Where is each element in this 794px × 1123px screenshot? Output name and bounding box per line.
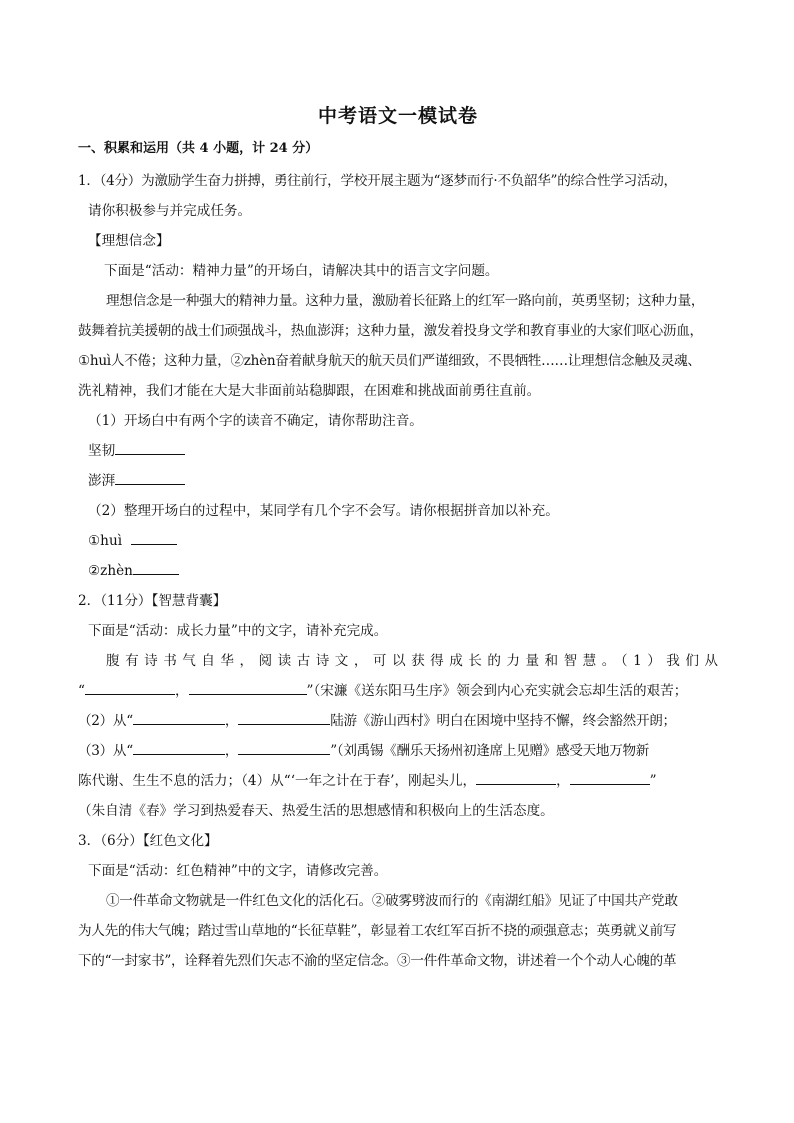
q2-line2-rest: ”（宋濂《送东阳马生序》领会到内心充实就会忘却生活的艰苦； [306,683,688,699]
answer-blank[interactable] [131,530,177,545]
section-heading: 一、积累和运用（共 4 小题，计 24 分） [78,141,319,156]
q1-pinyin2-row [78,556,718,586]
answer-blank[interactable] [238,740,330,755]
answer-blank[interactable] [133,740,225,755]
page-title: 中考语文一模试卷 [317,105,478,127]
q1-pinyin2: ②zhèn [88,563,133,579]
answer-blank[interactable] [570,770,650,785]
q2-line4-rest: ”（刘禹锡《酬乐天扬州初逢席上见赠》感受天地万物新 [330,743,650,759]
q1-sub2: （2）整理开场白的过程中，某同学有几个字不会写。请你根据拼音加以补充。 [88,503,559,519]
q2-line3-start: （2）从“ [78,713,133,729]
q2-line6: （朱自清《春》学习到热爱春天、热爱生活的思想感情和积极向上的生活态度。 [78,803,554,819]
answer-blank[interactable] [238,710,330,725]
answer-blank[interactable] [115,440,185,455]
q2-line3 [78,706,718,736]
q2-line4 [78,736,718,766]
q1-word2-row [78,466,718,496]
answer-blank[interactable] [133,560,179,575]
exam-page [78,100,718,976]
q1-word1: 坚韧 [88,443,116,459]
q2-line5-start: 陈代谢、生生不息的活力；（4）从“‘一年之计在于春’，刚起头儿， [78,773,477,789]
q2-line3-rest: 陆游《游山西村》明白在困境中坚持不懈，终会豁然开朗； [330,713,676,729]
q3-passage-line2: 为人先的伟大气魄；踏过雪山草地的“长征草鞋”，彰显着工农红军百折不挠的顽强意志；英勇就义前写 [78,923,677,939]
comma: ， [224,743,239,759]
q1-passage-line1: 理想信念是一种强大的精神力量。这种力量，激励着长征路上的红军一路向前，英勇坚韧；这种力量， [106,293,705,309]
quote-close: ” [649,773,657,789]
q1-heading: 【理想信念】 [88,233,170,249]
q1-passage-line3: ①huì人不倦；这种力量，②zhèn奋着献身航天的航天员们严谨细致，不畏牺牲……让理想信念触及灵魂、 [78,353,701,369]
q3-passage-line1: ①一件革命文物就是一件红色文化的活化石。②破雾劈波而行的《南湖红船》见证了中国共产党敢 [106,893,678,909]
q1-passage-line2: 鼓舞着抗美援朝的战士们顽强战斗，热血澎湃；这种力量，激发着投身文学和教育事业的大家们呕心沥血， [78,323,703,339]
answer-blank[interactable] [115,470,185,485]
q1-word2: 澎湃 [88,473,116,489]
q2-intro: 下面是“活动：成长力量”中的文字，请补充完成。 [88,623,388,639]
quote-open: “ [78,683,85,699]
q2-line1: 腹有诗书气自华，阅读古诗文，可以获得成长的力量和智慧。（1）我们从 [106,653,718,669]
q2-line4-start: （3）从“ [78,743,133,759]
answer-blank[interactable] [476,770,556,785]
comma: ， [556,773,570,789]
q1-pinyin1: ①huì [88,533,123,549]
q1-stem-line2: 请你积极参与并完成任务。 [88,203,252,219]
comma: ， [174,683,189,699]
q3-intro: 下面是“活动：红色精神”中的文字，请修改完善。 [88,863,388,879]
q1-word1-row [78,436,718,466]
answer-blank[interactable] [133,710,225,725]
q1-passage-line4: 洗礼精神，我们才能在大是大非面前站稳脚跟，在困难和挑战面前勇往直前。 [78,383,541,399]
q1-sub1: （1）开场白中有两个字的读音不确定，请你帮助注音。 [88,413,423,429]
q3-passage-line3: 下的“一封家书”，诠释着先烈们矢志不渝的坚定信念。③一件件革命文物，讲述着一个个动人心魄的革 [78,953,677,969]
q1-stem-line1: 1．（4分）为激励学生奋力拼搏，勇往前行，学校开展主题为“逐梦而行·不负韶华”的综合性学习活动， [78,173,677,189]
answer-blank[interactable] [85,680,175,695]
answer-blank[interactable] [189,680,307,695]
q2-line2 [78,676,718,706]
q1-pinyin1-row [78,526,718,556]
q2-stem: 2．（11分）【智慧背囊】 [78,593,227,609]
comma: ， [224,713,239,729]
q1-intro: 下面是“活动：精神力量”的开场白，请解决其中的语言文字问题。 [104,263,499,279]
q2-line5 [78,766,718,796]
q3-stem: 3．（6分）【红色文化】 [78,833,218,849]
